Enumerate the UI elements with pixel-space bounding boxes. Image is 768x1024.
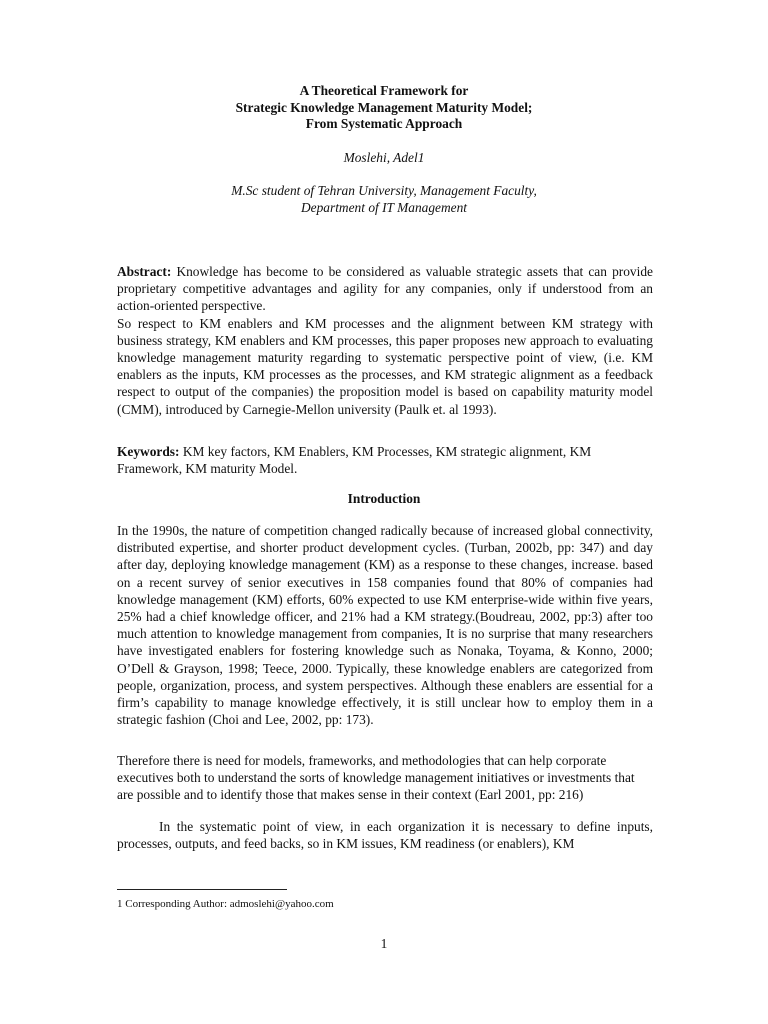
keywords-section [117, 443, 653, 477]
introduction-paragraph-1 [117, 522, 653, 728]
title-line-3: From Systematic Approach [305, 116, 463, 131]
intro-para-2-text: Therefore there is need for models, frameworks, and methodologies that can help corporate executives both to understand the sorts of knowledge management initiatives or investments that are possible and to identify those that makes sense in their context (Earl 2001, pp: 216) [117, 753, 635, 803]
affiliation-line-1: M.Sc student of Tehran University, Management Faculty, [231, 183, 537, 198]
footnote-divider [117, 889, 287, 890]
intro-para-3-text: In the systematic point of view, in each organization it is necessary to define inputs, processes, outputs, and feed backs, so in KM issues, KM readiness (or enablers), KM [117, 819, 653, 852]
footnote: 1 Corresponding Author: admoslehi@yahoo.com [117, 898, 334, 910]
introduction-heading: Introduction [347, 491, 421, 506]
page-number: 1 [380, 936, 388, 951]
keywords-text: KM key factors, KM Enablers, KM Processes, KM strategic alignment, KM Framework, KM maturity Model. [117, 444, 592, 477]
intro-para-1-text: In the 1990s, the nature of competition changed radically because of increased global connectivity, distributed expertise, and shorter product development cycles. (Turban, 2002b, pp: 347) and day after day, deploying knowledge management (KM) as a response to these changes, increase. based on a recent survey of senior executives in 158 companies found that 80% of companies had knowledge management (KM) efforts, 60% expected to use KM enterprise-wide within five years, 25% had a chief knowledge officer, and 21% had a KM strategy.(Boudreau, 2002, pp:3) after too much attention to knowledge management from companies, It is no surprise that many researchers have investigated enablers for fostering knowledge such as Nonaka, Toyama, & Konno, 2000; O’Dell & Grayson, 1998; Teece, 2000. Typically, these knowledge enablers are categorized from people, organization, process, and system perspectives. Although these enablers are essential for a firm’s capability to manage knowledge effectively, it is still unclear how to employ them in a strategic fashion (Choi and Lee, 2002, pp: 173). [117, 523, 653, 728]
keywords-label: Keywords: [117, 444, 180, 459]
title-line-1: A Theoretical Framework for [299, 83, 469, 98]
abstract-section [117, 263, 653, 418]
author-name: Moslehi, Adel1 [343, 150, 425, 165]
title-line-2: Strategic Knowledge Management Maturity Model; [235, 99, 533, 115]
author-affiliation [0, 182, 768, 216]
abstract-label: Abstract: [117, 264, 172, 279]
introduction-paragraph-2 [117, 752, 653, 804]
affiliation-line-2: Department of IT Management [301, 200, 467, 215]
introduction-paragraph-3 [117, 818, 653, 852]
abstract-paragraph-2: So respect to KM enablers and KM processes and the alignment between KM strategy with business strategy, KM enablers and KM processes, this paper proposes new approach to evaluating knowledge management maturity regarding to systematic perspective point of view, (i.e. KM enablers as the inputs, KM processes as the processes, and KM strategic alignment as a feedback respect to output of the companies) the proposition model is based on capability maturity model (CMM), introduced by Carnegie-Mellon university (Paulk et. al 1993). [117, 315, 653, 417]
paper-title [0, 83, 768, 133]
abstract-text-1: Knowledge has become to be considered as valuable strategic assets that can provide proprietary competitive advantages and agility for any companies, only if understood from an action-oriented perspective. [117, 264, 653, 314]
keywords-paragraph [117, 443, 653, 477]
abstract-paragraph-1 [117, 263, 653, 315]
